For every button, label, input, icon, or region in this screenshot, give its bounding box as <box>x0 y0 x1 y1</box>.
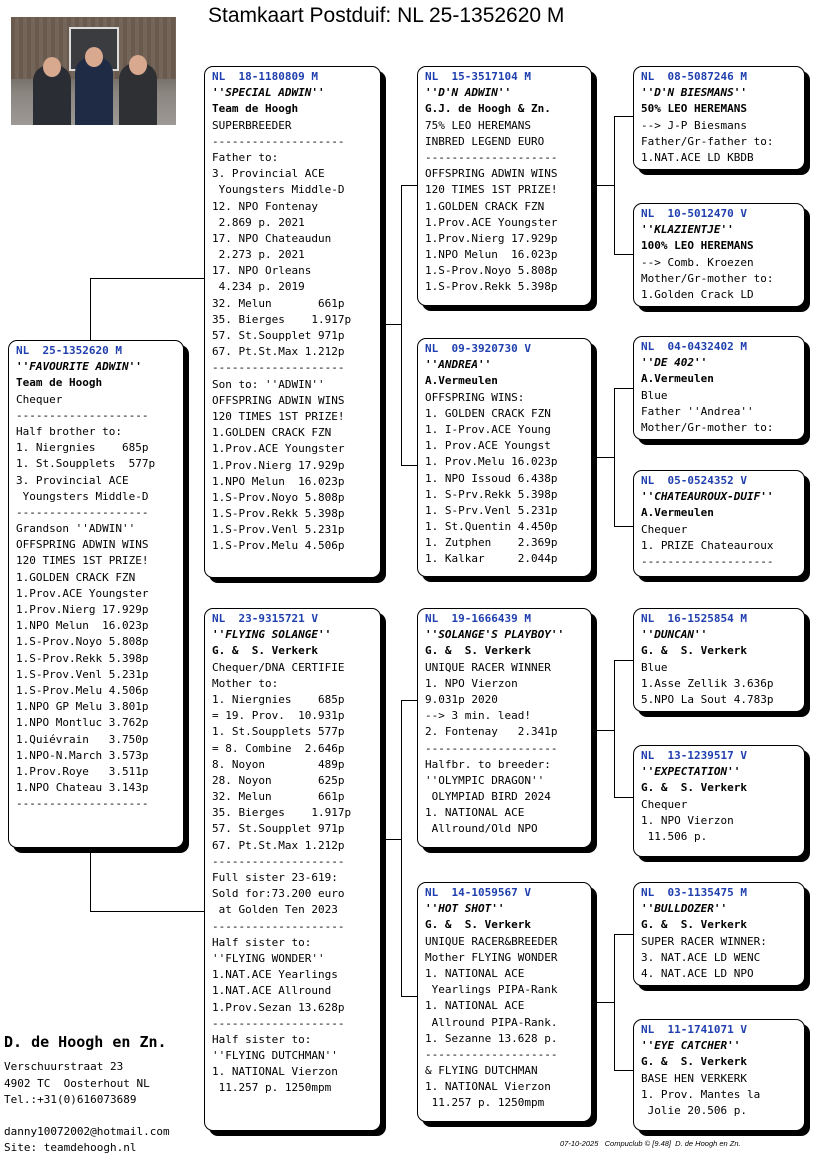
card-text-line: OFFSPRING ADWIN WINS <box>16 538 149 552</box>
breeder: G. & S. Verkerk <box>641 918 747 932</box>
card-text-line: -------------------- <box>425 741 558 755</box>
connector <box>592 457 614 458</box>
card-text-line: BASE HEN VERKERK <box>641 1071 747 1085</box>
card-text-line: Full sister 23-619: <box>212 871 338 884</box>
person-middle <box>75 57 113 125</box>
card-text-line: 1. Zutphen 2.369p <box>425 536 558 550</box>
card-text-line: 1. NPO Vierzon <box>425 676 518 690</box>
card-text-line: 57. St.Soupplet 971p <box>212 822 345 836</box>
card-text-line: 1. PRIZE Chateauroux <box>641 538 774 552</box>
card-text-line: 1.Prov.ACE Youngster <box>425 215 558 229</box>
card-text-line: -------------------- <box>16 505 149 519</box>
card-text-line: Chequer <box>641 522 688 536</box>
card-text-line: Chequer/DNA CERTIFIE <box>212 660 345 674</box>
connector <box>592 185 614 186</box>
card-text-line: Mother FLYING WONDER <box>425 950 558 964</box>
card-text-line: Allround/Old NPO <box>425 822 538 836</box>
connector <box>592 730 614 731</box>
ring-number: NL 25-1352620 M <box>16 344 122 357</box>
pigeon-name: ''DUNCAN'' <box>641 628 708 642</box>
card-text-line: Mother/Gr-mother to: <box>641 271 774 285</box>
pigeon-name: ''FAVOURITE ADWIN'' <box>16 360 142 374</box>
card-text-line: 1.Prov.Nierg 17.929p <box>425 231 558 245</box>
owner-name: D. de Hoogh en Zn. <box>4 1033 167 1051</box>
connector <box>90 278 91 340</box>
connector <box>614 1070 633 1071</box>
pigeon-card-ff-father[interactable] <box>633 66 805 170</box>
card-text-line: 1.NPO GP Melu 3.801p <box>16 700 149 714</box>
ring-number: NL 14-1059567 V <box>425 886 531 899</box>
owner-address-line: 4902 TC Oosterhout NL <box>4 1076 150 1090</box>
connector <box>614 388 633 389</box>
card-text-line: 1.Prov.Nierg 17.929p <box>16 603 149 616</box>
breeder: G. & S. Verkerk <box>641 781 747 795</box>
card-text-line: 3. Provincial ACE <box>212 167 325 181</box>
card-text-line: 35. Bierges 1.917p <box>212 312 352 326</box>
pigeon-card-ff-mother[interactable] <box>633 203 805 307</box>
breeder: A.Vermeulen <box>641 506 714 520</box>
card-text-line: 17. NPO Orleans <box>212 264 312 278</box>
card-text-line: 1. GOLDEN CRACK FZN <box>425 406 551 420</box>
pigeon-card-subject[interactable] <box>8 340 184 848</box>
card-text-line: -------------------- <box>641 554 774 568</box>
card-text-line: 1.NPO Montluc 3.762p <box>16 716 149 730</box>
pigeon-name: ''EXPECTATION'' <box>641 765 741 779</box>
owner-phone: Tel.:+31(0)616073689 <box>4 1093 137 1106</box>
card-text-line: Youngsters Middle-D <box>16 489 149 503</box>
card-text-line: at Golden Ten 2023 <box>212 903 338 917</box>
card-text-line: 1. S-Prv.Rekk 5.398p <box>425 487 558 501</box>
card-text-line: 1.NPO Melun 16.023p <box>16 619 149 633</box>
card-text-line: 5.NPO La Sout 4.783p <box>641 692 774 706</box>
breeder: G. & S. Verkerk <box>425 918 531 932</box>
card-text-line: Son to: ''ADWIN'' <box>212 377 325 391</box>
card-text-line: 1.NAT.ACE Allround <box>212 984 332 998</box>
card-text-line: Grandson ''ADWIN'' <box>16 522 136 536</box>
ring-number: NL 15-3517104 M <box>425 70 531 83</box>
card-text-line: 1. NATIONAL ACE <box>425 966 525 980</box>
card-text-line: 1.S-Prov.Venl 5.231p <box>16 667 149 681</box>
card-text-line: -------------------- <box>16 797 149 811</box>
card-text-line: 1.S-Prov.Melu 4.506p <box>16 683 149 697</box>
pigeon-card-mm-mother[interactable] <box>633 1019 805 1131</box>
ring-number: NL 03-1135475 M <box>641 886 747 899</box>
pigeon-card-mother[interactable] <box>204 608 381 1131</box>
card-text-line: Mother/Gr-mother to: <box>641 420 774 434</box>
card-text-line: 1.GOLDEN CRACK FZN <box>212 426 332 440</box>
connector <box>401 996 417 997</box>
card-text-line: 1. NATIONAL ACE <box>425 999 525 1013</box>
card-text-line: Chequer <box>16 392 63 406</box>
card-text-line: 1. St.Soupplets 577p <box>16 457 156 471</box>
card-text-line: 1. NATIONAL ACE <box>425 806 525 820</box>
connector <box>90 278 204 279</box>
card-text-line: 8. Noyon 489p <box>212 757 345 771</box>
card-text-line: = 19. Prov. 10.931p <box>212 709 345 723</box>
card-text-line: 1.S-Prov.Noyo 5.808p <box>16 635 149 649</box>
card-text-line: Sold for:73.200 euro <box>212 887 345 901</box>
card-text-line: 32. Melun 661p <box>212 296 345 310</box>
card-text-line: Jolie 20.506 p. <box>641 1103 747 1117</box>
card-text-line: 11.257 p. 1250mpm <box>212 1081 332 1095</box>
card-text-line: 1.Asse Zellik 3.636p <box>641 676 774 690</box>
breeder: G. & S. Verkerk <box>425 644 531 658</box>
pigeon-card-mf-mother[interactable] <box>633 745 805 857</box>
card-text-line: 4. NAT.ACE LD NPO <box>641 966 754 980</box>
card-text-line: 1.NAT.ACE LD KBDB <box>641 150 754 164</box>
card-text-line: -------------------- <box>212 854 345 868</box>
card-text-line: 1.S-Prov.Noyo 5.808p <box>212 490 345 504</box>
owner-block <box>4 1033 170 1157</box>
pigeon-name: ''DE 402'' <box>641 356 708 370</box>
card-text-line: 1. Niergnies 685p <box>212 692 345 706</box>
card-text-line: 57. St.Soupplet 971p <box>212 329 345 342</box>
card-text-line: Half sister to: <box>212 935 312 949</box>
card-text-line: ''OLYMPIC DRAGON'' <box>425 773 545 787</box>
connector <box>381 839 401 840</box>
pigeon-name: ''SOLANGE'S PLAYBOY'' <box>425 628 565 642</box>
card-text-line: 120 TIMES 1ST PRIZE! <box>425 183 558 197</box>
card-text-line: 1. S-Prv.Venl 5.231p <box>425 503 558 517</box>
card-text-line: 67. Pt.St.Max 1.212p <box>212 345 345 359</box>
card-text-line: 1. St.Quentin 4.450p <box>425 520 558 534</box>
person-left-head <box>43 57 61 77</box>
card-text-line: 1.S-Prov.Melu 4.506p <box>212 539 345 553</box>
card-text-line: 1.S-Prov.Noyo 5.808p <box>425 264 558 278</box>
card-text-line: OFFSPRING WINS: <box>425 390 525 404</box>
connector <box>401 465 417 466</box>
ring-number: NL 05-0524352 V <box>641 474 747 487</box>
card-text-line: Father ''Andrea'' <box>641 404 754 418</box>
connector <box>381 324 401 325</box>
pigeon-name: ''CHATEAUROUX-DUIF'' <box>641 490 774 504</box>
connector <box>614 526 633 527</box>
owner-email[interactable]: danny10072002@hotmail.com <box>4 1124 170 1138</box>
connector <box>614 934 615 1070</box>
connector <box>614 388 615 526</box>
card-text-line: UNIQUE RACER&BREEDER <box>425 934 558 948</box>
card-text-line: 2.869 p. 2021 <box>212 215 305 229</box>
card-text-line: 1.Prov.Nierg 17.929p <box>212 458 345 472</box>
pigeon-card-mother-father[interactable] <box>417 608 592 848</box>
card-text-line: 28. Noyon 625p <box>212 773 345 787</box>
card-text-line: 35. Bierges 1.917p <box>212 806 352 820</box>
connector <box>90 911 204 912</box>
card-text-line: 17. NPO Chateaudun <box>212 231 332 245</box>
card-text-line: --> 3 min. lead! <box>425 709 531 723</box>
card-text-line: 2. Fontenay 2.341p <box>425 725 558 739</box>
pigeon-name: ''SPECIAL ADWIN'' <box>212 86 325 100</box>
team-photo <box>11 17 176 125</box>
card-text-line: 1.S-Prov.Rekk 5.398p <box>16 651 149 665</box>
pigeon-name: ''EYE CATCHER'' <box>641 1039 741 1053</box>
connector <box>401 185 402 465</box>
card-text-line: 1. Prov.ACE Youngst <box>425 439 551 453</box>
card-text-line: OFFSPRING ADWIN WINS <box>212 393 345 407</box>
card-text-line: Father to: <box>212 150 279 164</box>
card-text-line: 120 TIMES 1ST PRIZE! <box>212 409 345 423</box>
card-text-line: 9.031p 2020 <box>425 692 498 706</box>
card-text-line: 1. NATIONAL Vierzon <box>212 1065 338 1079</box>
card-text-line: 1.NPO Chateau 3.143p <box>16 781 149 795</box>
breeder: G. & S. Verkerk <box>641 1055 747 1069</box>
breeder: Team de Hoogh <box>16 376 103 390</box>
card-text-line: 1.NAT.ACE Yearlings <box>212 968 338 982</box>
pigeon-name: ''FLYING SOLANGE'' <box>212 628 332 642</box>
card-text-line: Mother to: <box>212 676 279 690</box>
ring-number: NL 10-5012470 V <box>641 207 747 220</box>
card-text-line: Youngsters Middle-D <box>212 183 345 197</box>
card-text-line: Half brother to: <box>16 424 122 438</box>
card-text-line: 1. St.Soupplets 577p <box>212 725 345 739</box>
card-text-line: 1.NPO-N.March 3.573p <box>16 748 149 762</box>
breeder: 50% LEO HEREMANS <box>641 102 747 116</box>
card-text-line: --> Comb. Kroezen <box>641 255 754 269</box>
person-right-head <box>129 55 147 75</box>
pigeon-card-father-father[interactable] <box>417 66 592 306</box>
card-text-line: -------------------- <box>212 1016 345 1030</box>
card-text-line: 67. Pt.St.Max 1.212p <box>212 838 345 852</box>
pigeon-card-mother-mother[interactable] <box>417 882 592 1122</box>
card-text-line: 1.GOLDEN CRACK FZN <box>16 570 136 584</box>
connector <box>90 848 91 911</box>
card-text-line: = 8. Combine 2.646p <box>212 741 345 755</box>
footer-credit: 07-10-2025 Compuclub © [9.48] D. de Hoogh en Zn. <box>560 1139 741 1148</box>
pigeon-name: ''ANDREA'' <box>425 358 492 372</box>
card-text-line: 3. NAT.ACE LD WENC <box>641 950 761 964</box>
card-text-line: 1.GOLDEN CRACK FZN <box>425 199 545 213</box>
page-title: Stamkaart Postduif: NL 25-1352620 M <box>208 4 565 27</box>
ring-number: NL 09-3920730 V <box>425 342 531 355</box>
pigeon-card-mf-father[interactable] <box>633 608 805 712</box>
card-text-line: 1. Kalkar 2.044p <box>425 552 558 566</box>
card-text-line: 3. Provincial ACE <box>16 473 129 487</box>
card-text-line: 1. NPO Issoud 6.438p <box>425 471 558 485</box>
ring-number: NL 13-1239517 V <box>641 749 747 762</box>
connector <box>614 116 633 117</box>
connector <box>401 185 417 186</box>
card-text-line: Halfbr. to breeder: <box>425 757 551 771</box>
connector <box>614 660 615 797</box>
card-text-line: -------------------- <box>425 1047 558 1061</box>
pigeon-name: ''D'N BIESMANS'' <box>641 86 747 100</box>
card-text-line: 1.S-Prov.Venl 5.231p <box>212 523 345 537</box>
connector <box>592 1002 614 1003</box>
connector <box>614 797 633 798</box>
card-text-line: 1.Prov.ACE Youngster <box>212 442 345 456</box>
card-text-line: -------------------- <box>212 134 345 148</box>
pigeon-name: ''HOT SHOT'' <box>425 902 505 916</box>
ring-number: NL 19-1666439 M <box>425 612 531 625</box>
card-text-line: 1. Prov.Melu 16.023p <box>425 455 558 469</box>
breeder: Team de Hoogh <box>212 102 299 116</box>
card-text-line: 1.Prov.ACE Youngster <box>16 586 149 600</box>
connector <box>401 700 417 701</box>
card-text-line: 1. Prov. Mantes la <box>641 1087 761 1101</box>
card-text-line: 1. NATIONAL Vierzon <box>425 1080 551 1094</box>
card-text-line: ''FLYING DUTCHMAN'' <box>212 1049 338 1063</box>
person-middle-head <box>85 47 103 67</box>
card-text-line: 12. NPO Fontenay <box>212 199 318 213</box>
ring-number: NL 23-9315721 V <box>212 612 318 625</box>
card-text-line: 1.NPO Melun 16.023p <box>212 474 345 488</box>
card-text-line: OLYMPIAD BIRD 2024 <box>425 790 551 804</box>
breeder: G. & S. Verkerk <box>212 644 318 658</box>
card-text-line: --> J-P Biesmans <box>641 118 747 132</box>
ring-number: NL 04-0432402 M <box>641 340 747 353</box>
pigeon-card-mm-father[interactable] <box>633 882 805 986</box>
connector <box>401 700 402 996</box>
card-text-line: Blue <box>641 660 668 674</box>
pigeon-name: ''BULLDOZER'' <box>641 902 728 916</box>
card-text-line: SUPER RACER WINNER: <box>641 934 767 948</box>
connector <box>614 934 633 935</box>
card-text-line: -------------------- <box>425 150 558 164</box>
breeder: G.J. de Hoogh & Zn. <box>425 102 551 116</box>
card-text-line: 1. I-Prov.ACE Young <box>425 422 551 436</box>
card-text-line: 1.S-Prov.Rekk 5.398p <box>212 507 345 521</box>
card-text-line: Blue <box>641 388 668 402</box>
pigeon-card-fm-father[interactable] <box>633 336 805 440</box>
breeder: A.Vermeulen <box>641 372 714 386</box>
card-text-line: 4.234 p. 2019 <box>212 280 305 294</box>
card-text-line: 1.Quiévrain 3.750p <box>16 732 149 746</box>
pigeon-name: ''D'N ADWIN'' <box>425 86 512 100</box>
card-text-line: SUPERBREEDER <box>212 118 292 132</box>
connector <box>614 116 615 254</box>
card-text-line: -------------------- <box>16 408 149 422</box>
card-text-line: UNIQUE RACER WINNER <box>425 660 551 674</box>
card-text-line: 11.506 p. <box>641 829 708 843</box>
card-text-line: Half sister to: <box>212 1032 312 1046</box>
card-text-line: 1.Prov.Sezan 13.628p <box>212 1000 345 1014</box>
pigeon-card-fm-mother[interactable] <box>633 470 805 577</box>
ring-number: NL 08-5087246 M <box>641 70 747 83</box>
card-text-line: ''FLYING WONDER'' <box>212 951 325 965</box>
card-text-line: & FLYING DUTCHMAN <box>425 1064 538 1078</box>
breeder: G. & S. Verkerk <box>641 644 747 658</box>
ring-number: NL 16-1525854 M <box>641 612 747 625</box>
card-text-line: 75% LEO HEREMANS <box>425 118 531 132</box>
card-text-line: 32. Melun 661p <box>212 790 345 804</box>
owner-address-line: Verschuurstraat 23 <box>4 1060 124 1073</box>
connector <box>614 660 633 661</box>
card-text-line: Yearlings PIPA-Rank <box>425 983 558 997</box>
ring-number: NL 11-1741071 V <box>641 1023 747 1036</box>
card-text-line: 1.NPO Melun 16.023p <box>425 248 558 262</box>
card-text-line: OFFSPRING ADWIN WINS <box>425 167 558 181</box>
owner-website[interactable]: Site: teamdehoogh.nl <box>4 1141 137 1154</box>
pigeon-name: ''KLAZIENTJE'' <box>641 223 734 237</box>
card-text-line: 1. Niergnies 685p <box>16 441 149 455</box>
breeder: A.Vermeulen <box>425 374 498 388</box>
pigeon-card-father[interactable] <box>204 66 381 578</box>
card-text-line: 1. NPO Vierzon <box>641 813 734 827</box>
card-text-line: 1. Sezanne 13.628 p. <box>425 1031 558 1045</box>
pigeon-card-father-mother[interactable] <box>417 338 592 577</box>
card-text-line: 120 TIMES 1ST PRIZE! <box>16 554 149 568</box>
card-text-line: 11.257 p. 1250mpm <box>425 1096 545 1110</box>
card-text-line: 2.273 p. 2021 <box>212 248 305 262</box>
card-text-line: 1.S-Prov.Rekk 5.398p <box>425 280 558 294</box>
ring-number: NL 18-1180809 M <box>212 70 318 83</box>
card-text-line: INBRED LEGEND EURO <box>425 134 545 148</box>
card-text-line: -------------------- <box>212 919 345 933</box>
connector <box>614 254 633 255</box>
card-text-line: -------------------- <box>212 361 345 375</box>
breeder: 100% LEO HEREMANS <box>641 239 754 253</box>
card-text-line: Allround PIPA-Rank. <box>425 1015 558 1029</box>
card-text-line: Father/Gr-father to: <box>641 134 774 148</box>
card-text-line: 1.Golden Crack LD <box>641 287 754 301</box>
card-text-line: Chequer <box>641 797 688 811</box>
card-text-line: 1.Prov.Roye 3.511p <box>16 764 149 778</box>
